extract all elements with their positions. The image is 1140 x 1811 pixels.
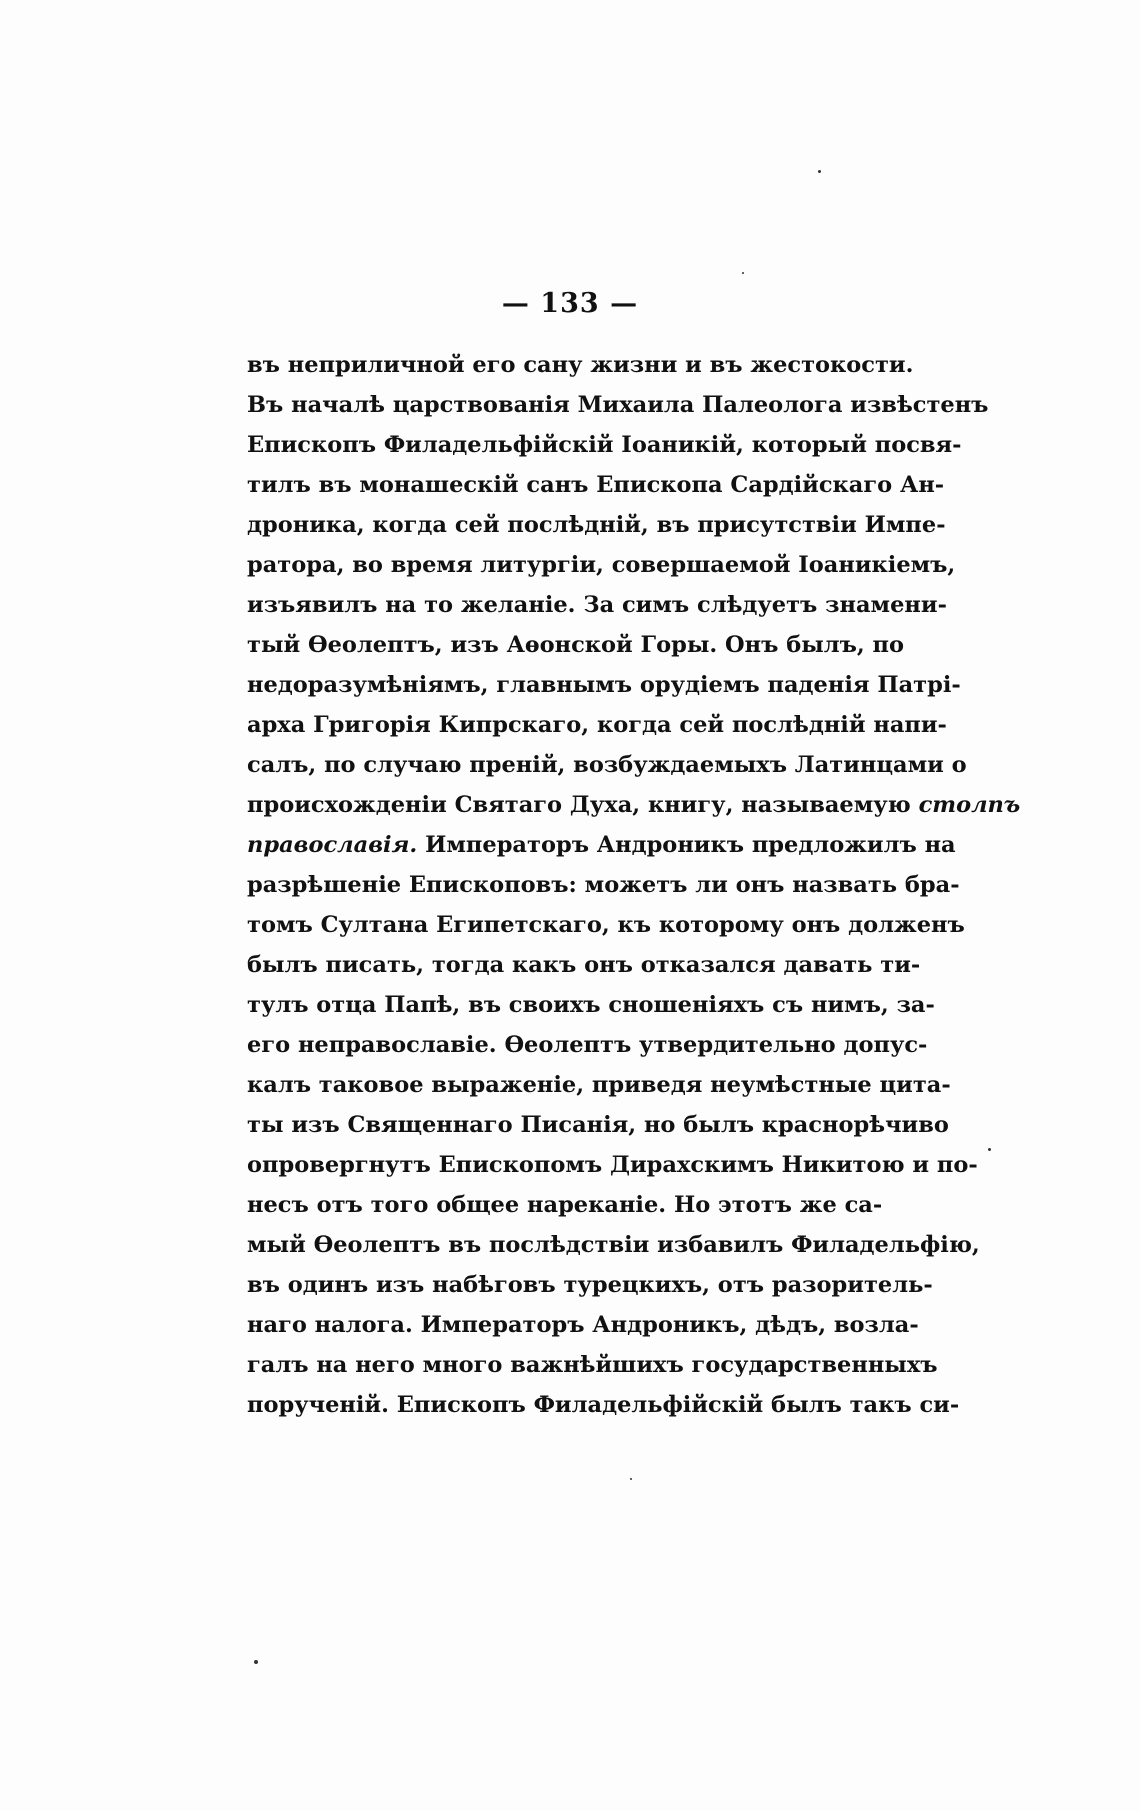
text-line: изъявилъ на то желаніе. За симъ слѣдуетъ знамени- [247, 592, 947, 618]
page-number: — 133 — [501, 288, 639, 319]
text-line: тулъ отца Папѣ, въ своихъ сношеніяхъ съ нимъ, за- [247, 992, 935, 1018]
text-line: порученій. Епископъ Филадельфійскій былъ такъ си- [247, 1392, 960, 1418]
text-line: салъ, по случаю преній, возбуждаемыхъ Латинцами о [247, 752, 967, 778]
text-line: тый Ѳеолептъ, изъ Аѳонской Горы. Онъ былъ, по [247, 632, 905, 658]
text-line: ратора, во время литургіи, совершаемой Іоаникіемъ, [247, 552, 956, 578]
text-line: галъ на него много важнѣйшихъ государственныхъ [247, 1352, 938, 1378]
text-line: тилъ въ монашескій санъ Епископа Сардійскаго Ан- [247, 472, 945, 498]
text-line: калъ таковое выраженіе, приведя неумѣстные цита- [247, 1072, 951, 1098]
body-text [247, 345, 1021, 1425]
text-line: несъ отъ того общее нареканіе. Но этотъ же са- [247, 1192, 883, 1218]
text-line: мый Ѳеолептъ въ послѣдствіи избавилъ Филадельфію, [247, 1232, 980, 1258]
scan-speck [630, 1478, 632, 1480]
text-line: его неправославіе. Ѳеолептъ утвердительно допус- [247, 1032, 928, 1058]
text-line: православія. Императоръ Андроникъ предложилъ на [247, 832, 956, 858]
text-line: въ одинъ изъ набѣговъ турецкихъ, отъ разоритель- [247, 1272, 933, 1298]
italic-term: столпъ [918, 792, 1021, 818]
scan-speck [818, 170, 821, 173]
text-line: былъ писать, тогда какъ онъ отказался давать ти- [247, 952, 921, 978]
text-line: дроника, когда сей послѣдній, въ присутствіи Импе- [247, 512, 946, 538]
text-line: Епископъ Филадельфійскій Іоаникій, который посвя- [247, 432, 962, 458]
scan-speck [254, 1660, 258, 1664]
text-line: ты изъ Священнаго Писанія, но былъ краснорѣчиво [247, 1112, 949, 1138]
text-line: въ неприличной его сану жизни и въ жестокости. [247, 352, 914, 378]
text-line: разрѣшеніе Епископовъ: можетъ ли онъ назвать бра- [247, 872, 960, 898]
text-line: Въ началѣ царствованія Михаила Палеолога извѣстенъ [247, 392, 989, 418]
text-line: арха Григорія Кипрскаго, когда сей послѣдній напи- [247, 712, 947, 738]
scan-speck [988, 1148, 991, 1151]
text-line: томъ Султана Египетскаго, къ которому онъ долженъ [247, 912, 965, 938]
scan-speck [742, 272, 744, 274]
text-line: недоразумѣніямъ, главнымъ орудіемъ паденія Патрі- [247, 672, 961, 698]
text-line: происхожденіи Святаго Духа, книгу, называемую столпъ [247, 792, 1021, 818]
italic-term: православія. [247, 832, 418, 858]
text-line: опровергнутъ Епископомъ Дирахскимъ Никитою и по- [247, 1152, 978, 1178]
text-line: наго налога. Императоръ Андроникъ, дѣдъ, возла- [247, 1312, 919, 1338]
